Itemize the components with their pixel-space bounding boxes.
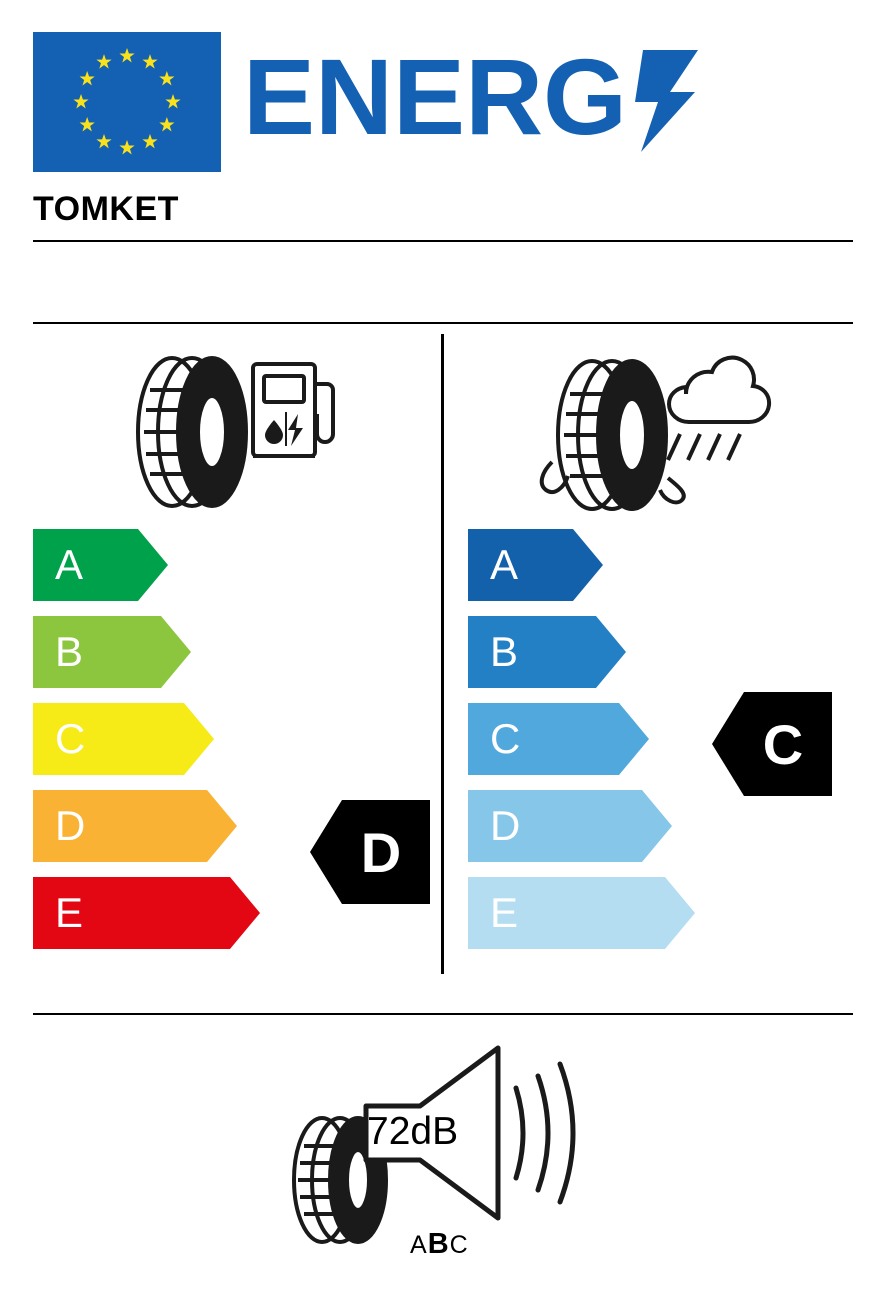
noise-value: 72dB — [367, 1110, 459, 1153]
tyre-fuel-pump-icon — [120, 350, 340, 520]
grade-letter: E — [490, 889, 519, 936]
grade-letter: A — [55, 541, 84, 588]
noise-class-b-selected: B — [427, 1228, 450, 1260]
divider-vertical — [441, 334, 444, 974]
grade-letter: C — [490, 715, 521, 762]
grade-letter: D — [490, 802, 521, 849]
grade-letter: D — [55, 802, 86, 849]
grade-letter: B — [490, 628, 519, 675]
brand-name: TOMKET — [33, 190, 179, 228]
noise-class-a: A — [410, 1231, 428, 1259]
grade-letter: E — [55, 889, 84, 936]
fuel-efficiency-result — [310, 800, 430, 904]
tyre-rain-cloud-icon — [530, 350, 780, 520]
divider-above-noise — [33, 1013, 853, 1015]
wet-grip-result — [712, 692, 832, 796]
grade-letter: B — [55, 628, 84, 675]
wet-result-letter: C — [762, 712, 804, 776]
divider-above-grades — [33, 322, 853, 324]
noise-class-c: C — [449, 1231, 469, 1259]
grade-letter: A — [490, 541, 519, 588]
divider-under-brand — [33, 240, 853, 242]
eu-flag-icon — [33, 32, 221, 172]
grade-letter: C — [55, 715, 86, 762]
svg-text:ENERG: ENERG — [243, 46, 628, 156]
energy-wordmark — [243, 46, 713, 156]
noise-class-scale — [410, 1228, 469, 1261]
fuel-result-letter: D — [360, 820, 402, 884]
